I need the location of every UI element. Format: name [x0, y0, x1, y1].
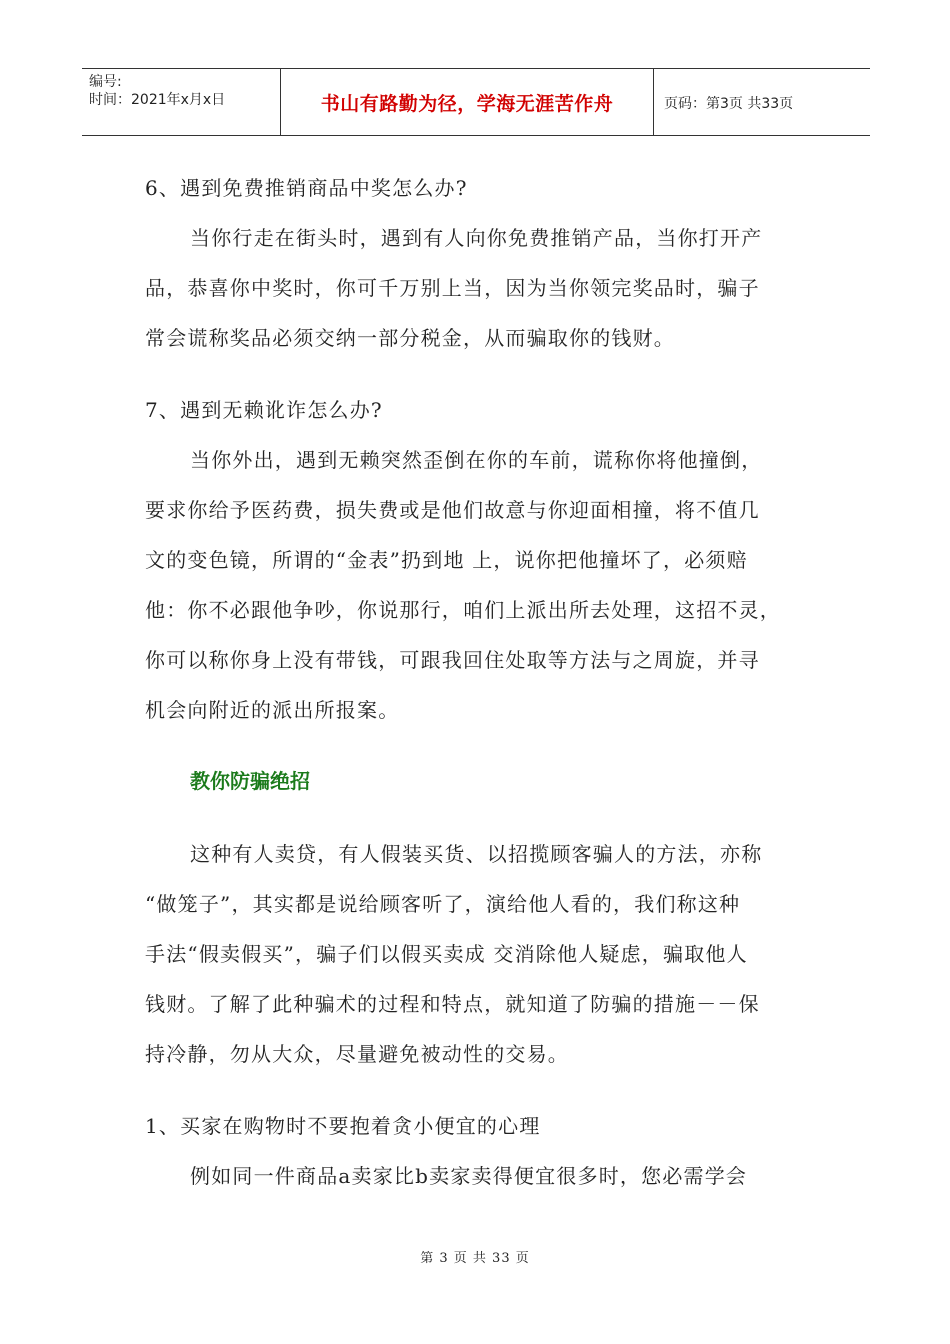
- paragraph-line: 这种有人卖贷，有人假装买货、以招揽顾客骗人的方法，亦称: [190, 842, 763, 866]
- question-heading: 7、遇到无赖讹诈怎么办?: [145, 398, 383, 422]
- paragraph-line: 当你行走在街头时，遇到有人向你免费推销产品，当你打开产: [190, 226, 763, 250]
- paragraph-line: 品，恭喜你中奖时，你可千万别上当，因为当你领完奖品时，骗子: [145, 276, 760, 300]
- header-divider: [653, 69, 654, 135]
- section-heading: 教你防骗绝招: [190, 769, 310, 793]
- paragraph-line: 持冷静，勿从大众，尽量避免被动性的交易。: [145, 1042, 569, 1066]
- paragraph-line: “做笼子”，其实都是说给顾客听了，演给他人看的，我们称这种: [145, 892, 741, 916]
- paragraph-line: 当你外出，遇到无赖突然歪倒在你的车前，谎称你将他撞倒，: [190, 448, 763, 472]
- page-header: [82, 68, 870, 136]
- paragraph-line: 常会谎称奖品必须交纳一部分税金，从而骗取你的钱财。: [145, 326, 675, 350]
- paragraph-line: 机会向附近的派出所报案。: [145, 698, 400, 722]
- page-footer: 第 3 页 共 33 页: [420, 1251, 530, 1266]
- paragraph-line: 手法“假卖假买”，骗子们以假买卖成 交消除他人疑虑，骗取他人: [145, 942, 748, 966]
- question-heading: 6、遇到免费推销商品中奖怎么办?: [145, 176, 468, 200]
- paragraph-line: 例如同一件商品a卖家比b卖家卖得便宜很多时，您必需学会: [190, 1164, 748, 1188]
- header-motto: 书山有路勤为径，学海无涯苦作舟: [320, 92, 614, 115]
- time-label: 时间：2021年x月x日: [89, 92, 226, 108]
- number-label: 编号:: [89, 74, 122, 90]
- paragraph-line: 文的变色镜，所谓的“金表”扔到地 上，说你把他撞坏了，必须赔: [145, 548, 748, 572]
- page-info: 页码：第3页 共33页: [664, 96, 794, 112]
- paragraph-line: 你可以称你身上没有带钱，可跟我回住处取等方法与之周旋，并寻: [145, 648, 760, 672]
- paragraph-line: 要求你给予医药费，损失费或是他们故意与你迎面相撞，将不值几: [145, 498, 760, 522]
- question-heading: 1、买家在购物时不要抱着贪小便宜的心理: [145, 1114, 541, 1138]
- header-meta: [82, 69, 280, 135]
- paragraph-line: 钱财。了解了此种骗术的过程和特点，就知道了防骗的措施－－保: [145, 992, 760, 1016]
- paragraph-line: 他：你不必跟他争吵，你说那行，咱们上派出所去处理，这招不灵，: [145, 598, 781, 622]
